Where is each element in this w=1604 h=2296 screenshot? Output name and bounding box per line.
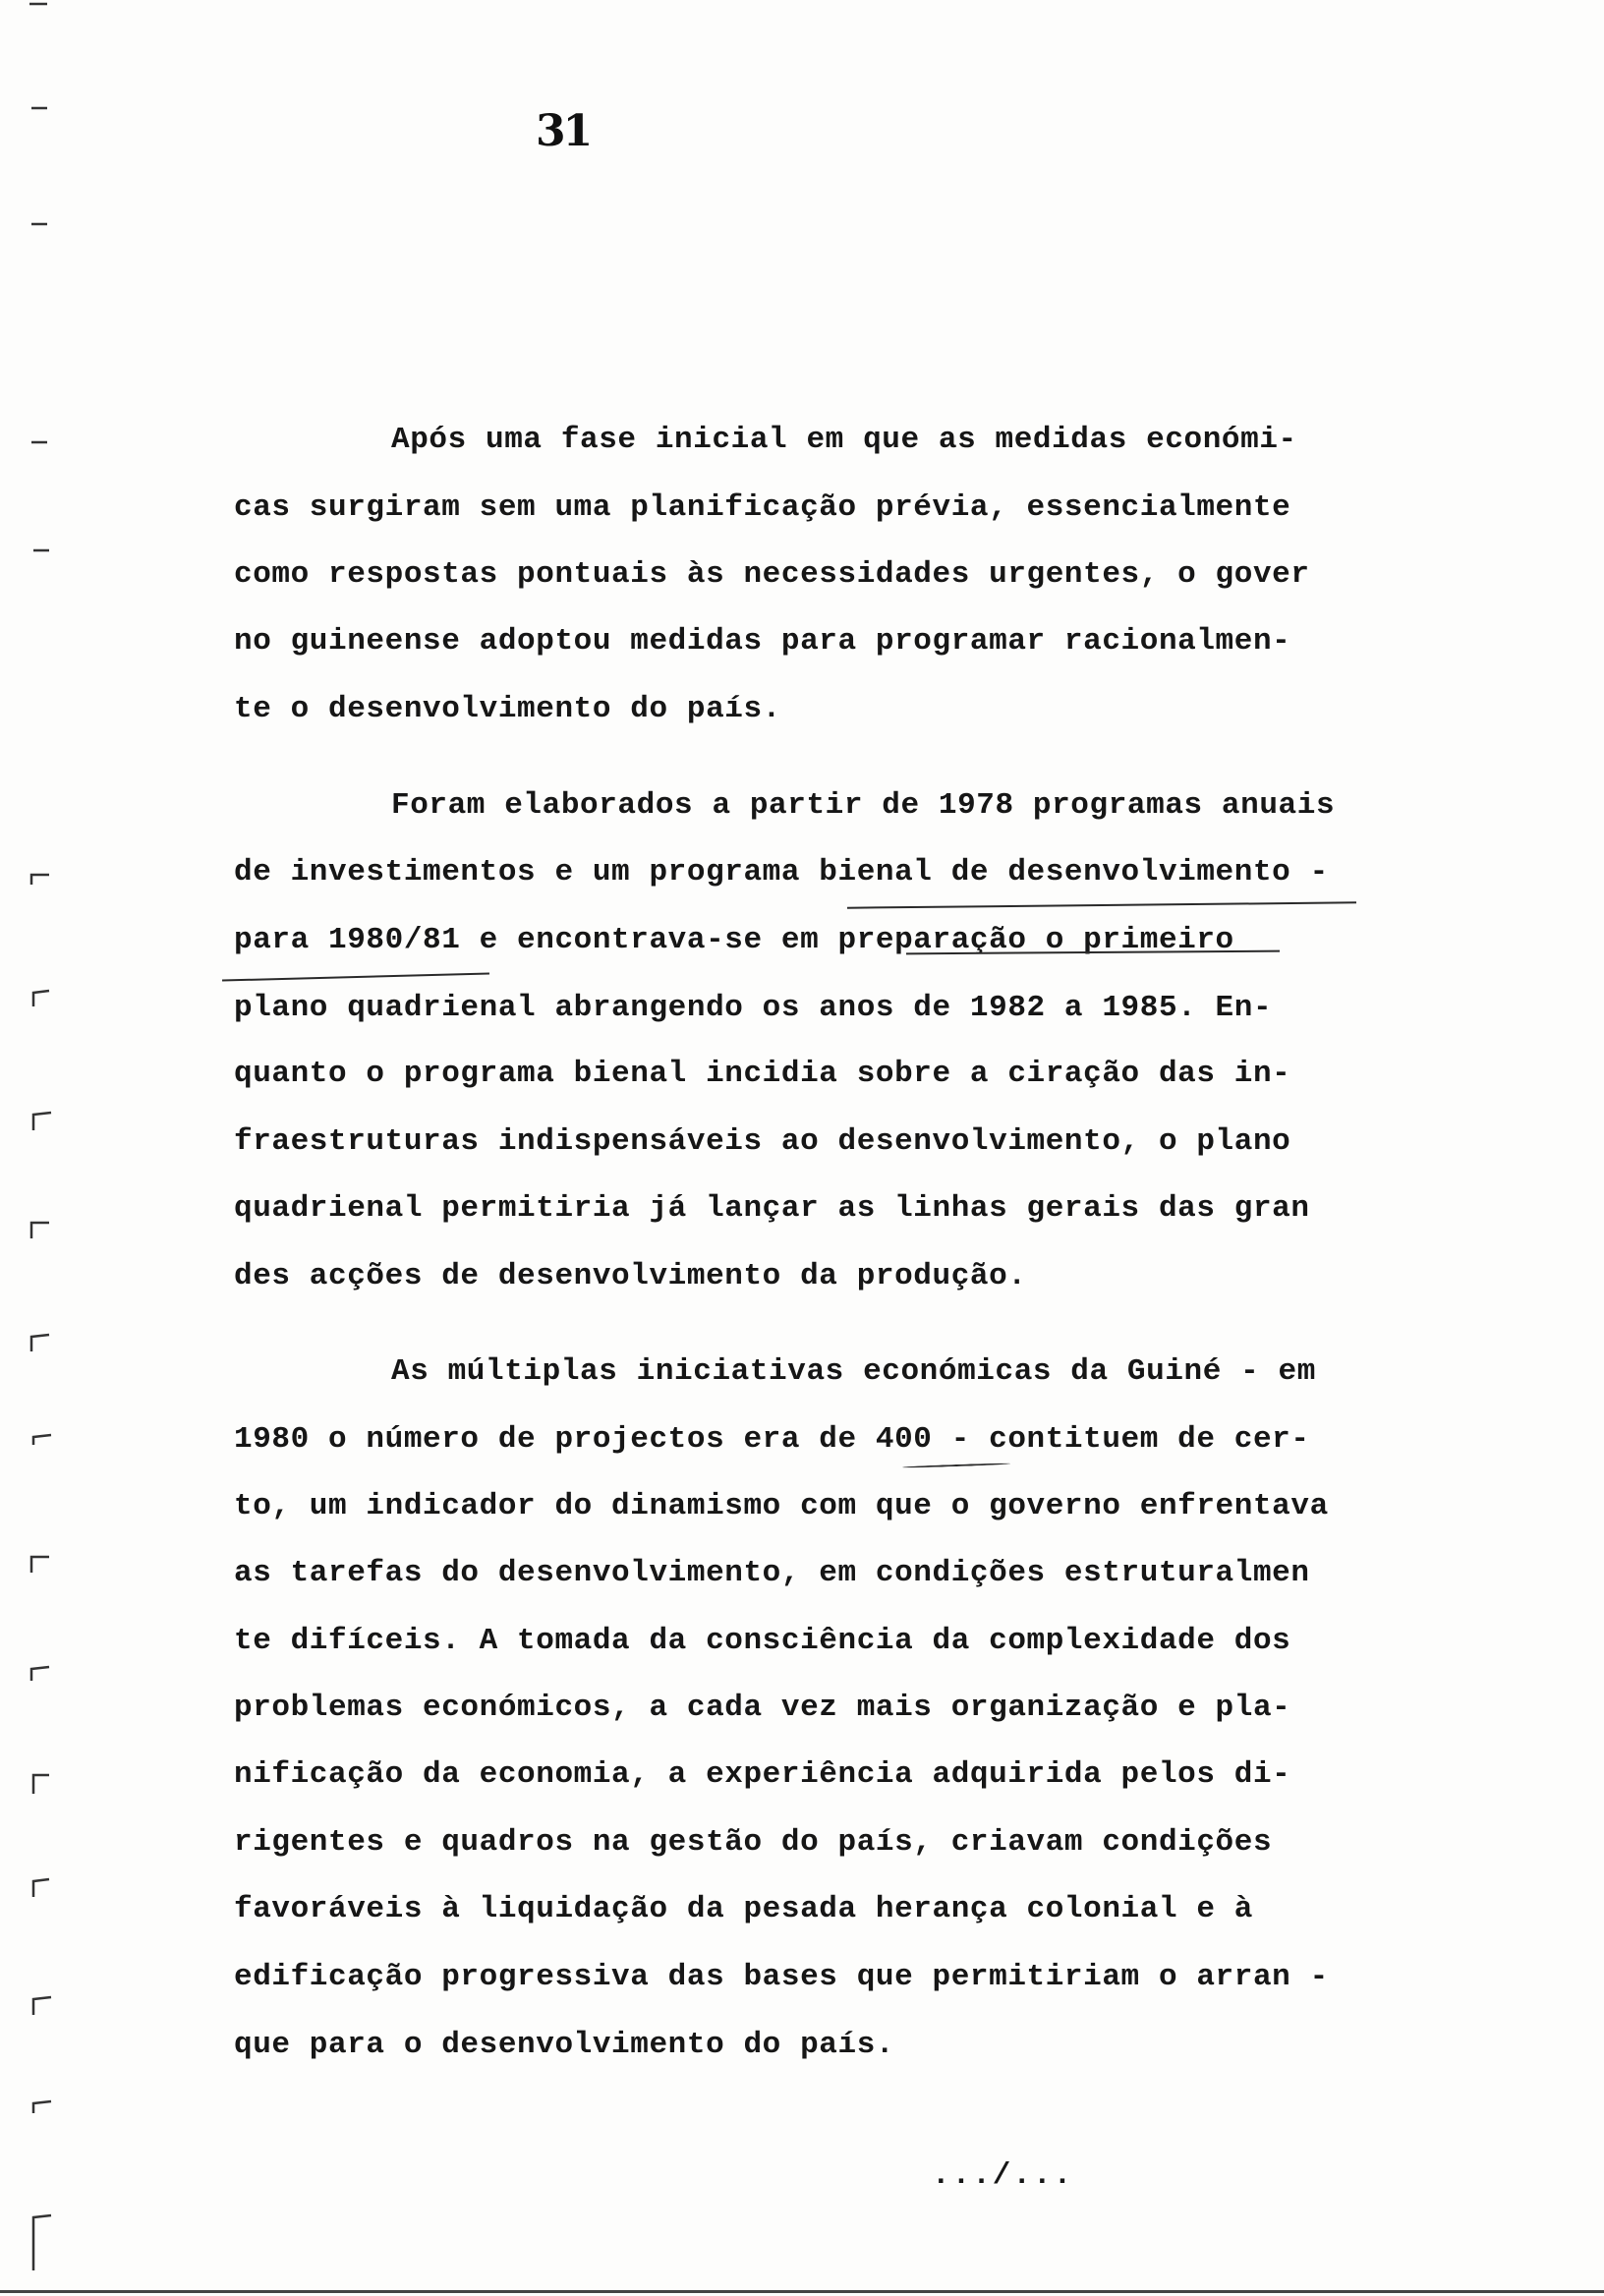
text-line: cas surgiram sem uma planificação prévia, essencialmente <box>234 490 1291 525</box>
text-line: 1980 o número de projectos era de 400 - contituem de cer- <box>234 1422 1310 1457</box>
text-line: quanto o programa bienal incidia sobre a ciração das in- <box>234 1057 1291 1091</box>
text-line: de investimentos e um programa bienal de desenvolvimento - <box>234 855 1329 890</box>
handwritten-underline <box>847 901 1356 908</box>
text-line: rigentes e quadros na gestão do país, criavam condições <box>234 1825 1273 1860</box>
text-line: Foram elaborados a partir de 1978 programas anuais <box>391 788 1336 823</box>
text-line: fraestruturas indispensáveis ao desenvolvimento, o plano <box>234 1124 1291 1159</box>
text-line: As múltiplas iniciativas económicas da Guiné - em <box>391 1354 1316 1389</box>
continuation-mark: .../... <box>932 2158 1074 2193</box>
text-line: des acções de desenvolvimento da produção. <box>234 1259 1027 1293</box>
text-line: as tarefas do desenvolvimento, em condições estruturalmen <box>234 1556 1310 1590</box>
binding-edge-marks <box>0 0 59 2296</box>
page-number: 31 <box>536 106 591 156</box>
text-line: edificação progressiva das bases que permitiriam o arran - <box>234 1960 1329 1994</box>
text-line: Após uma fase inicial em que as medidas económi- <box>391 423 1297 457</box>
text-line: quadrienal permitiria já lançar as linhas gerais das gran <box>234 1191 1310 1226</box>
text-line: no guineense adoptou medidas para programar racionalmen- <box>234 624 1291 659</box>
text-line: nificação da economia, a experiência adquirida pelos di- <box>234 1757 1291 1792</box>
text-line: favoráveis à liquidação da pesada herança colonial e à <box>234 1892 1253 1926</box>
text-line: que para o desenvolvimento do país. <box>234 2028 895 2062</box>
text-line: problemas económicos, a cada vez mais organização e pla- <box>234 1691 1291 1725</box>
handwritten-underline <box>902 1463 1010 1468</box>
text-line: como respostas pontuais às necessidades urgentes, o gover <box>234 557 1310 592</box>
handwritten-underline <box>222 972 489 981</box>
text-line: te difíceis. A tomada da consciência da complexidade dos <box>234 1624 1291 1658</box>
text-line: te o desenvolvimento do país. <box>234 692 781 726</box>
text-line: plano quadrienal abrangendo os anos de 1982 a 1985. En- <box>234 991 1273 1025</box>
page-bottom-edge <box>0 2290 1604 2293</box>
text-line: to, um indicador do dinamismo com que o governo enfrentava <box>234 1489 1329 1523</box>
text-line: para 1980/81 e encontrava-se em preparação o primeiro <box>234 923 1234 957</box>
